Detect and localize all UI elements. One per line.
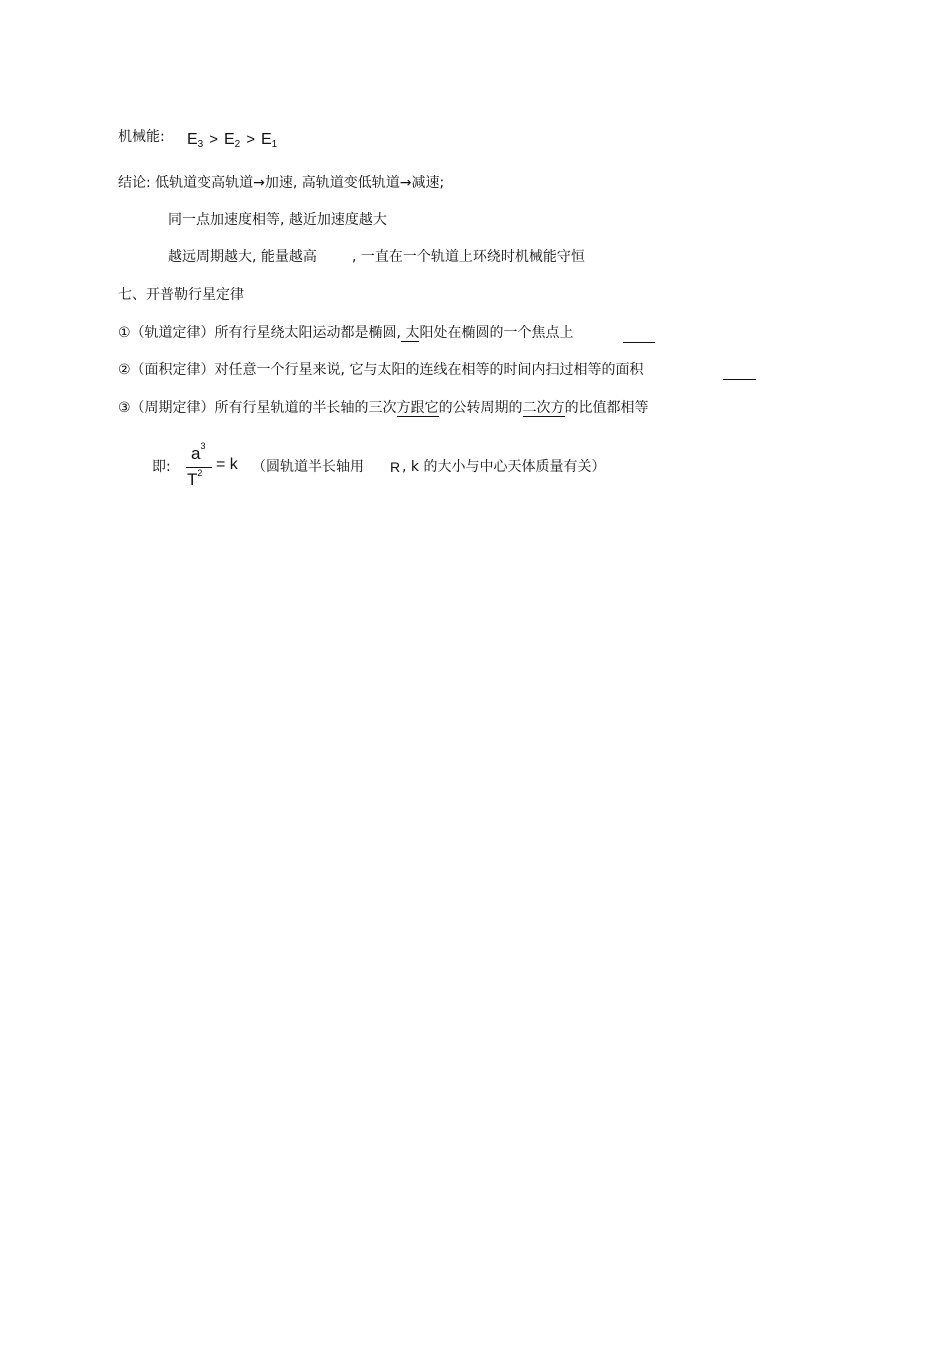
e1-symbol: E bbox=[261, 131, 272, 148]
conclusion-line-2: 同一点加速度相等, 越近加速度越大 bbox=[168, 212, 387, 228]
law1-underlined: 太 bbox=[401, 325, 420, 341]
e3-subscript: 3 bbox=[197, 139, 204, 150]
conclusion-line-3a: 越远周期越大, 能量越高 bbox=[168, 249, 317, 265]
e1-subscript: 1 bbox=[271, 139, 278, 150]
e3-symbol: E bbox=[187, 131, 198, 148]
formula-denominator bbox=[187, 470, 202, 490]
formula-note-a: （圆轨道半长轴用 bbox=[252, 459, 364, 475]
conclusion-line-1: 结论: 低轨道变高轨道→加速, 高轨道变低轨道→减速; bbox=[118, 175, 445, 191]
law2-blank bbox=[723, 379, 756, 380]
kepler-heading: 七、开普勒行星定律 bbox=[118, 287, 244, 303]
kepler-law-2: ②（面积定律）对任意一个行星来说, 它与太阳的连线在相等的时间内扫过相等的面积 bbox=[118, 362, 644, 378]
mechanical-energy-line bbox=[118, 127, 165, 147]
mechanical-energy-label: 机械能: bbox=[118, 129, 165, 145]
e2-symbol: E bbox=[224, 131, 235, 148]
law3-underlined-1: 方跟它 bbox=[396, 400, 439, 416]
law3-prefix: ③（周期定律）所有行星轨道的半长轴的三次 bbox=[118, 400, 397, 416]
e2-subscript: 2 bbox=[234, 139, 241, 150]
greater-than-sign: > bbox=[246, 131, 255, 148]
denominator-t: T bbox=[187, 470, 198, 489]
numerator-exponent: 3 bbox=[200, 441, 206, 451]
formula-note-r: R bbox=[390, 459, 401, 475]
numerator-a: a bbox=[191, 444, 201, 463]
formula-numerator bbox=[191, 441, 206, 464]
law1-suffix: 阳处在椭圆的一个焦点上 bbox=[419, 325, 574, 341]
energy-inequality bbox=[187, 130, 277, 152]
formula-note-b: , k 的大小与中心天体质量有关） bbox=[402, 459, 606, 475]
conclusion-line-3b: , 一直在一个轨道上环绕时机械能守恒 bbox=[352, 249, 585, 265]
kepler-law-1 bbox=[118, 323, 573, 343]
law1-blank bbox=[623, 342, 655, 343]
law3-underlined-2: 二次方 bbox=[522, 400, 565, 416]
law3-suffix: 的比值都相等 bbox=[564, 400, 649, 416]
greater-than-sign: > bbox=[209, 131, 218, 148]
denominator-exponent: 2 bbox=[197, 468, 203, 478]
law1-prefix: ①（轨道定律）所有行星绕太阳运动都是椭圆, bbox=[118, 325, 401, 341]
formula-equals-k: = k bbox=[216, 456, 238, 473]
kepler-law-3 bbox=[118, 398, 649, 418]
formula-label: 即: bbox=[152, 459, 171, 475]
law3-middle: 的公转周期的 bbox=[438, 400, 523, 416]
